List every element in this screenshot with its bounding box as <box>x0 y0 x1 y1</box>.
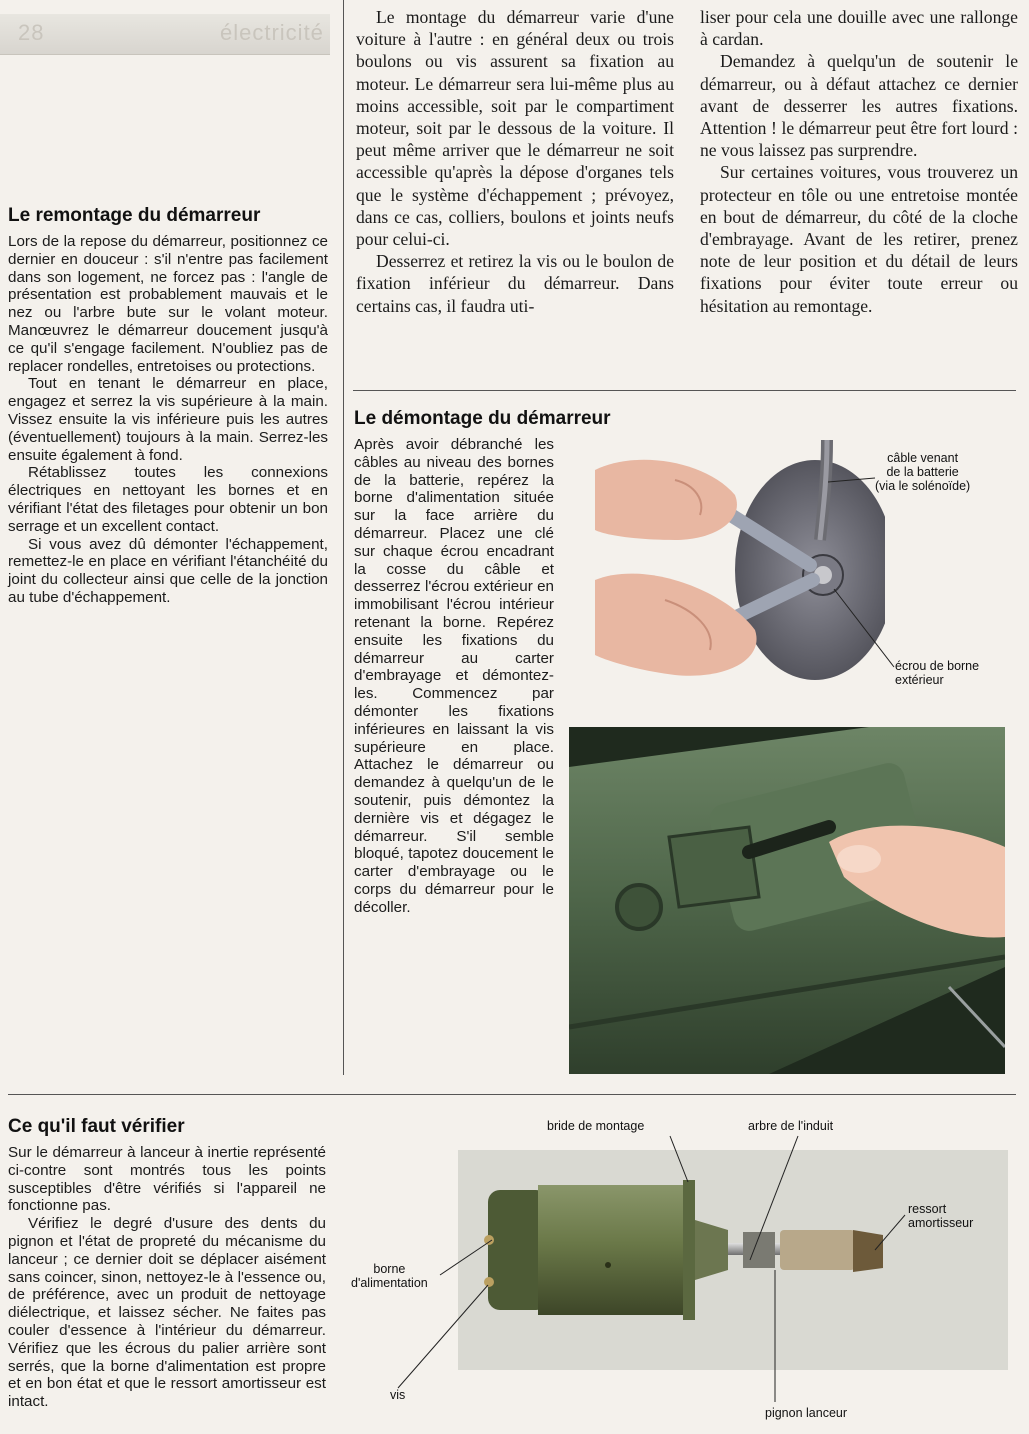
starter-leader-lines <box>340 1110 1020 1410</box>
cable-leader-line <box>820 460 880 490</box>
label-line: de la batterie <box>886 465 959 479</box>
demontage-body <box>354 436 554 917</box>
paragraph: liser pour cela une douille avec une rallonge à cardan. <box>700 7 1018 50</box>
paragraph: Sur le démarreur à lanceur à inertie représenté ci-contre sont montrés tous les points susceptibles d'être vérifiés si l'appareil ne fonctionne pas. <box>8 1144 326 1215</box>
section-divider-bottom <box>8 1094 1016 1095</box>
label-line: d'alimentation <box>351 1276 428 1290</box>
paragraph: Vérifiez le degré d'usure des dents du pignon et l'état de propreté du mécanisme du lanceur ; ce dernier doit se déplacer aisément sans coincer, sinon, nettoyez-le à l'essence ou, de préférence, avec un produit de nettoyage diélectrique, et laissez sécher. Ne faites pas couler d'essence à l'intérieur du démarreur. Vérifiez que les écrous du palier arrière sont serrés, que la borne d'alimentation est propre et en bon état et que le ressort amortisseur est intact. <box>8 1215 326 1411</box>
section-divider <box>353 390 1016 391</box>
ecrou-leader-line <box>830 585 900 675</box>
label-line: ressort <box>908 1202 947 1216</box>
paragraph: Demandez à quelqu'un de soutenir le démarreur, ou à défaut attachez ce dernier avant de desserrer les autres fixations. Attention ! le démarreur peut être fort lourd : ne vous laissez pas surprendre. <box>700 51 1018 161</box>
label-line: borne <box>373 1262 406 1276</box>
demontage-section <box>354 408 611 917</box>
label-line: amortisseur <box>908 1216 974 1230</box>
label-line: écrou de borne <box>895 659 980 673</box>
label-line: extérieur <box>895 673 944 687</box>
page-header <box>0 14 330 55</box>
paragraph: Rétablissez toutes les connexions électriques en nettoyant les bornes et en vérifiant l'état des filetages pour obtenir un bon serrage et un excellent contact. <box>8 464 328 535</box>
intro-column-a <box>356 6 674 317</box>
verifier-body <box>8 1144 326 1411</box>
page-number: 28 <box>18 20 45 45</box>
verifier-section <box>8 1116 326 1411</box>
cable-label <box>875 451 970 493</box>
vis-label: vis <box>390 1388 406 1402</box>
remontage-body <box>8 233 328 607</box>
remontage-title: Le remontage du démarreur <box>8 205 261 226</box>
remontage-section <box>8 205 328 607</box>
paragraph: Sur certaines voitures, vous trouverez un protecteur en tôle ou une entretoise montée en bout de démarreur, du côté de la cloche d'embrayage. Avant de les retirer, prenez note de leur position et du détail de leurs fixations pour éviter toute erreur ou hésitation au remontage. <box>700 162 1018 316</box>
starter-installed-photo <box>569 727 1005 1074</box>
paragraph: Si vous avez dû démonter l'échappement, remettez-le en place en vérifiant l'étanchéité du joint du collecteur ainsi que celle de la jonction au tube d'échappement. <box>8 535 328 606</box>
paragraph: Tout en tenant le démarreur en place, engagez et serrez la vis supérieure à la main. Vissez ensuite la vis inférieure puis les autres (éventuellement) toujours à la main. Serrez-les ensuite également à fond. <box>8 375 328 464</box>
column-divider <box>343 0 344 1075</box>
ecrou-label <box>895 659 979 687</box>
label-line: (via le solénoïde) <box>875 479 971 493</box>
verifier-title: Ce qu'il faut vérifier <box>8 1116 185 1137</box>
paragraph: Lors de la repose du démarreur, positionnez ce dernier en douceur : s'il n'entre pas facilement dans son logement, ne forcez pas : l'angle de présentation est probablement mauvais et le nez ou l'arbre bute sur le volant moteur. Manœuvrez le démarreur doucement jusqu'à ce qu'il s'engage facilement. N'oubliez pas de replacer rondelles, entretoises ou protections. <box>8 233 328 375</box>
pignon-label: pignon lanceur <box>765 1406 848 1420</box>
section-name: électricité <box>220 20 324 45</box>
demontage-title: Le démontage du démarreur <box>354 408 611 429</box>
paragraph: Le montage du démarreur varie d'une voiture à l'autre : en général deux ou trois boulons ou vis assurent sa fixation au moteur. Le démarreur sera lui-même plus au moins accessible, soit par le compartiment moteur, soit par le dessous de la voiture. Il peut même arriver que le démarreur ne soit accessible qu'après la dépose d'organes tels que le système d'échappement ; prévoyez, dans ce cas, colliers, boulons et joints neufs pour celui-ci. <box>356 7 674 250</box>
bride-label: bride de montage <box>547 1119 645 1133</box>
label-line: câble venant <box>887 451 959 465</box>
intro-column-b <box>700 6 1018 317</box>
paragraph: Après avoir débranché les câbles au niveau des bornes de la batterie, repérez la borne d'alimentation située sur la face arrière du démarreur. Placez une clé sur chaque écrou encadrant la cosse du câble et desserrez l'écrou extérieur en immobilisant l'écrou intérieur retenant la borne. Repérez ensuite les fixations du démarreur au carter d'embrayage et démontez-les. Commencez par démonter les fixations inférieures en laissant la vis supérieure en place. Attachez le démarreur ou demandez à quelqu'un de le soutenir, puis démontez la dernière vis et dégagez le démarreur. S'il semble bloqué, tapotez doucement le carter d'embrayage ou le corps du démarreur pour le décoller. <box>354 436 554 916</box>
arbre-label: arbre de l'induit <box>748 1119 834 1133</box>
paragraph: Desserrez et retirez la vis ou le boulon de fixation inférieur du démarreur. Dans certains cas, il faudra uti- <box>356 251 674 316</box>
